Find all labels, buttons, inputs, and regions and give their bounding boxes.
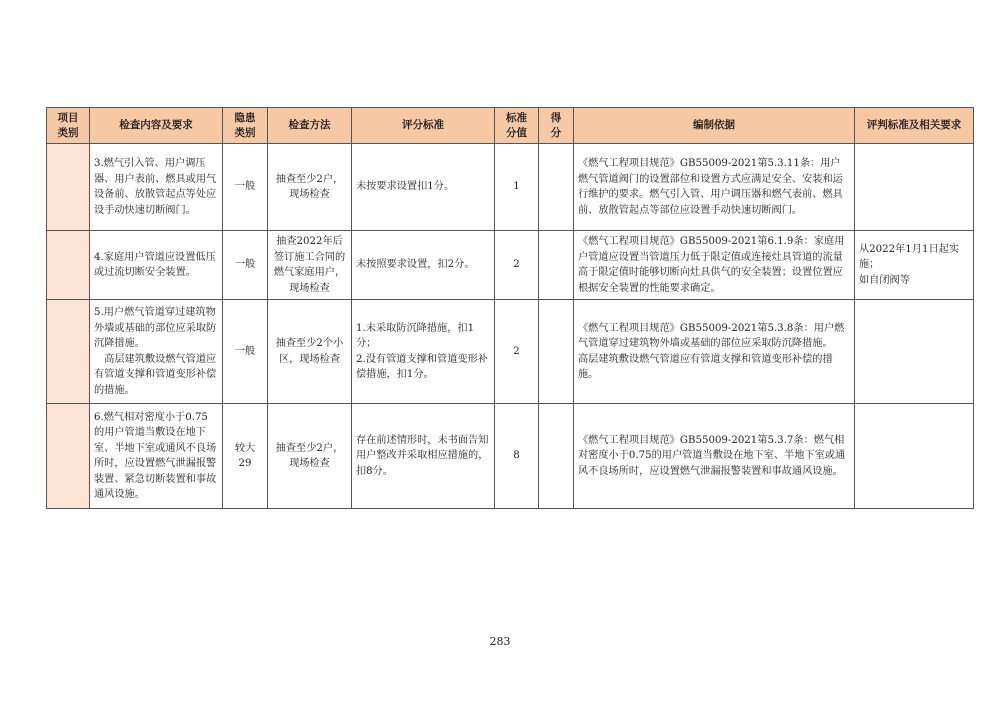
row-got <box>539 144 574 231</box>
table-row <box>47 144 974 231</box>
header-content: 检查内容及要求 <box>90 108 223 144</box>
header-score: 标准 分值 <box>495 108 539 144</box>
header-criteria: 评判标准及相关要求 <box>855 108 974 144</box>
inspection-table <box>46 107 974 509</box>
row-hazard: 较大 29 <box>223 404 268 509</box>
row-got <box>539 404 574 509</box>
table-row <box>47 300 974 404</box>
header-row <box>47 108 974 144</box>
row-method: 抽查至少2户， 现场检查 <box>268 144 352 231</box>
header-method: 检查方法 <box>268 108 352 144</box>
row-hazard: 一般 <box>223 231 268 300</box>
row-basis: 《燃气工程项目规范》GB55009-2021第5.3.8条：用户燃气管道穿过建筑物外墙或基础的部位应采取防沉降措施。 高层建筑敷设燃气管道应有管道支撑和管道变形补偿的措施。 <box>574 300 855 404</box>
header-category: 项目 类别 <box>47 108 90 144</box>
row-category <box>47 144 90 231</box>
row-scoring: 未按照要求设置，扣2分。 <box>352 231 495 300</box>
row-basis: 《燃气工程项目规范》GB55009-2021第5.3.7条：燃气相对密度小于0.75的用户管道当敷设在地下室、半地下室或通风不良场所时，应设置燃气泄漏报警装置和事故通风设施。 <box>574 404 855 509</box>
row-content: 4.家庭用户管道应设置低压或过流切断安全装置。 <box>90 231 223 300</box>
row-hazard: 一般 <box>223 300 268 404</box>
row-scoring: 未按要求设置扣1分。 <box>352 144 495 231</box>
row-basis: 《燃气工程项目规范》GB55009-2021第6.1.9条：家庭用户管道应设置当管道压力低于限定值或连接灶具管道的流量高于限定值时能够切断向灶具供气的安全装置；设置位置应根据安全装置的性能要求确定。 <box>574 231 855 300</box>
row-got <box>539 231 574 300</box>
row-got <box>539 300 574 404</box>
row-criteria <box>855 404 974 509</box>
header-got: 得 分 <box>539 108 574 144</box>
row-category <box>47 231 90 300</box>
header-basis: 编制依据 <box>574 108 855 144</box>
row-basis: 《燃气工程项目规范》GB55009-2021第5.3.11条：用户燃气管道阀门的设置部位和设置方式应满足安全、安装和运行维护的要求。燃气引入管、用户调压器和燃气表前、燃具前、放散管起点等部位应设置手动快速切断阀门。 <box>574 144 855 231</box>
row-category <box>47 300 90 404</box>
row-score: 2 <box>495 300 539 404</box>
row-hazard: 一般 <box>223 144 268 231</box>
row-method: 抽查至少2户， 现场检查 <box>268 404 352 509</box>
header-hazard: 隐患 类别 <box>223 108 268 144</box>
row-category <box>47 404 90 509</box>
table-row <box>47 231 974 300</box>
row-score: 1 <box>495 144 539 231</box>
row-score: 2 <box>495 231 539 300</box>
row-criteria <box>855 144 974 231</box>
row-scoring: 1.未采取防沉降措施，扣1分； 2.没有管道支撑和管道变形补偿措施，扣1分。 <box>352 300 495 404</box>
row-scoring: 存在前述情形时，未书面告知用户整改并采取相应措施的，扣8分。 <box>352 404 495 509</box>
row-content: 3.燃气引入管、用户调压器、用户表前、燃具或用气设备前、放散管起点等处应设手动快速切断阀门。 <box>90 144 223 231</box>
row-criteria: 从2022年1月1日起实施； 如自闭阀等 <box>855 231 974 300</box>
row-content: 6.燃气相对密度小于0.75的用户管道当敷设在地下室、半地下室或通风不良场所时，应设置燃气泄漏报警装置、紧急切断装置和事故通风设施。 <box>90 404 223 509</box>
row-method: 抽查至少2个小区，现场检查 <box>268 300 352 404</box>
page-number: 283 <box>489 635 511 648</box>
table-row <box>47 404 974 509</box>
row-method: 抽查2022年后签订施工合同的燃气家庭用户，现场检查 <box>268 231 352 300</box>
row-content: 5.用户燃气管道穿过建筑物外墙或基础的部位应采取防沉降措施。 高层建筑敷设燃气管道应有管道支撑和管道变形补偿的措施。 <box>90 300 223 404</box>
header-scoring: 评分标准 <box>352 108 495 144</box>
row-criteria <box>855 300 974 404</box>
row-score: 8 <box>495 404 539 509</box>
